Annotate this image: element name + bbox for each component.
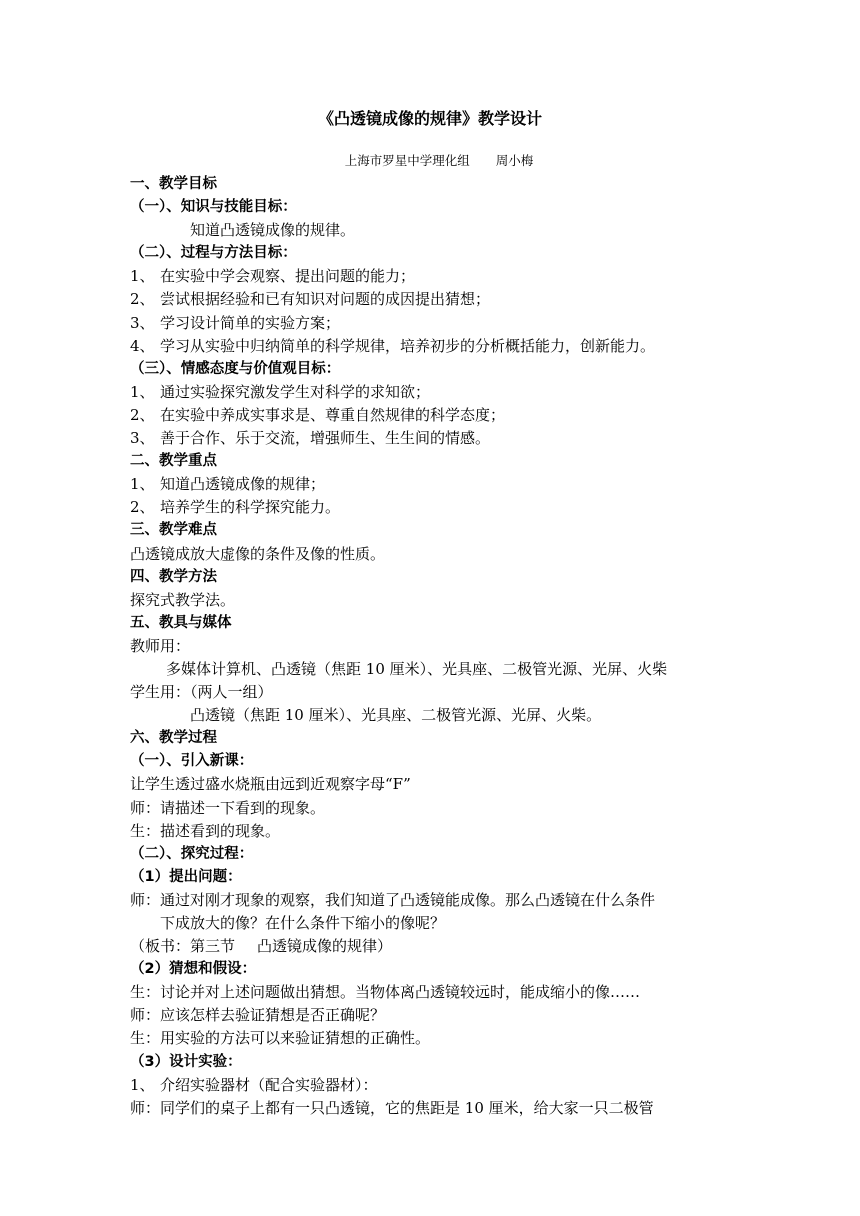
item-text: 学习从实验中归纳简单的科学规律，培养初步的分析概括能力，创新能力。 <box>160 336 656 355</box>
paragraph-line: 生：用实验的方法可以来验证猜想的正确性。 <box>130 1029 431 1048</box>
section-heading: 三、教学难点 <box>130 522 217 539</box>
item-number: 2、 <box>130 405 155 424</box>
item-number: 3、 <box>130 429 155 448</box>
section-heading: （二）、探究过程： <box>130 845 254 862</box>
item-number: 3、 <box>130 313 155 332</box>
numbered-item <box>130 473 750 496</box>
paragraph-line: 教师用： <box>130 636 191 655</box>
paragraph-line: 凸透镜（焦距 10 厘米）、光具座、二极管光源、光屏、火柴。 <box>190 706 602 725</box>
item-number: 2、 <box>130 498 155 517</box>
item-text: 培养学生的科学探究能力。 <box>160 498 341 517</box>
item-number: 1、 <box>130 1075 155 1094</box>
numbered-item <box>130 1074 750 1097</box>
item-text: 善于合作、乐于交流，增强师生、生生间的情感。 <box>160 429 491 448</box>
item-text: 尝试根据经验和已有知识对问题的成因提出猜想； <box>160 290 491 309</box>
paragraph-line: 凸透镜成放大虚像的条件及像的性质。 <box>130 544 386 563</box>
section-heading: 四、教学方法 <box>130 568 217 585</box>
item-text: 学习设计简单的实验方案； <box>160 313 341 332</box>
item-text: 介绍实验器材（配合实验器材）： <box>160 1075 378 1094</box>
section-heading: （1）提出问题： <box>130 868 242 885</box>
item-number: 1、 <box>130 382 155 401</box>
section-heading: 一、教学目标 <box>130 176 217 192</box>
board-note-part: （板书：第三节 <box>130 937 236 956</box>
section-heading: （一）、知识与技能目标： <box>130 199 297 216</box>
paragraph-line: 下成放大的像？在什么条件下缩小的像呢？ <box>160 914 446 932</box>
item-number: 1、 <box>130 267 155 286</box>
section-heading: （三）、情感态度与价值观目标： <box>130 360 341 377</box>
numbered-item <box>130 381 750 404</box>
section-heading: （2）猜想和假设： <box>130 961 257 978</box>
paragraph-line: 多媒体计算机、凸透镜（焦距 10 厘米）、光具座、二极管光源、光屏、火柴 <box>166 659 668 678</box>
numbered-item <box>130 496 750 519</box>
section-heading: （一）、引入新课： <box>130 753 254 770</box>
paragraph-line: 学生用：（两人一组） <box>130 683 273 702</box>
item-text: 知道凸透镜成像的规律； <box>160 475 326 494</box>
paragraph-line: 生：讨论并对上述问题做出猜想。当物体离凸透镜较远时，能成缩小的像…… <box>130 983 641 1002</box>
numbered-item <box>130 427 750 450</box>
item-text: 通过实验探究激发学生对科学的求知欲； <box>160 382 431 401</box>
section-heading: 六、教学过程 <box>130 730 217 747</box>
paragraph-line: 生：描述看到的现象。 <box>130 821 281 840</box>
paragraph-line: 师：请描述一下看到的现象。 <box>130 798 326 817</box>
item-number: 1、 <box>130 475 155 494</box>
numbered-item <box>130 335 750 358</box>
paragraph-line: 师：应该怎样去验证猜想是否正确呢？ <box>130 1006 386 1025</box>
section-heading: 五、教具与媒体 <box>130 614 232 631</box>
numbered-item <box>130 312 750 335</box>
document-body <box>130 173 750 1120</box>
paragraph-line: 师：同学们的桌子上都有一只凸透镜，它的焦距是 10 厘米，给大家一只二极管 <box>130 1098 654 1117</box>
numbered-item <box>130 265 750 288</box>
author-name: 周小梅 <box>495 153 534 168</box>
board-note <box>130 935 750 958</box>
item-text: 在实验中学会观察、提出问题的能力； <box>160 267 416 286</box>
item-number: 4、 <box>130 336 155 355</box>
section-heading: （二）、过程与方法目标： <box>130 245 297 262</box>
author-line <box>0 151 860 169</box>
item-number: 2、 <box>130 290 155 309</box>
paragraph-line: 探究式教学法。 <box>130 590 236 609</box>
board-note-part: 凸透镜成像的规律） <box>257 937 393 956</box>
item-text: 在实验中养成实事求是、尊重自然规律的科学态度； <box>160 405 506 424</box>
numbered-item <box>130 288 750 311</box>
paragraph-line: 让学生透过盛水烧瓶由远到近观察字母“F” <box>130 775 411 794</box>
document-title: 《凸透镜成像的规律》教学设计 <box>317 109 542 128</box>
numbered-item <box>130 404 750 427</box>
section-heading: 二、教学重点 <box>130 453 217 470</box>
author-org: 上海市罗星中学理化组 <box>344 153 470 168</box>
paragraph-line: 师：通过对刚才现象的观察，我们知道了凸透镜能成像。那么凸透镜在什么条件 <box>130 890 656 909</box>
section-heading: （3）设计实验： <box>130 1053 242 1070</box>
paragraph-line: 知道凸透镜成像的规律。 <box>190 221 356 240</box>
